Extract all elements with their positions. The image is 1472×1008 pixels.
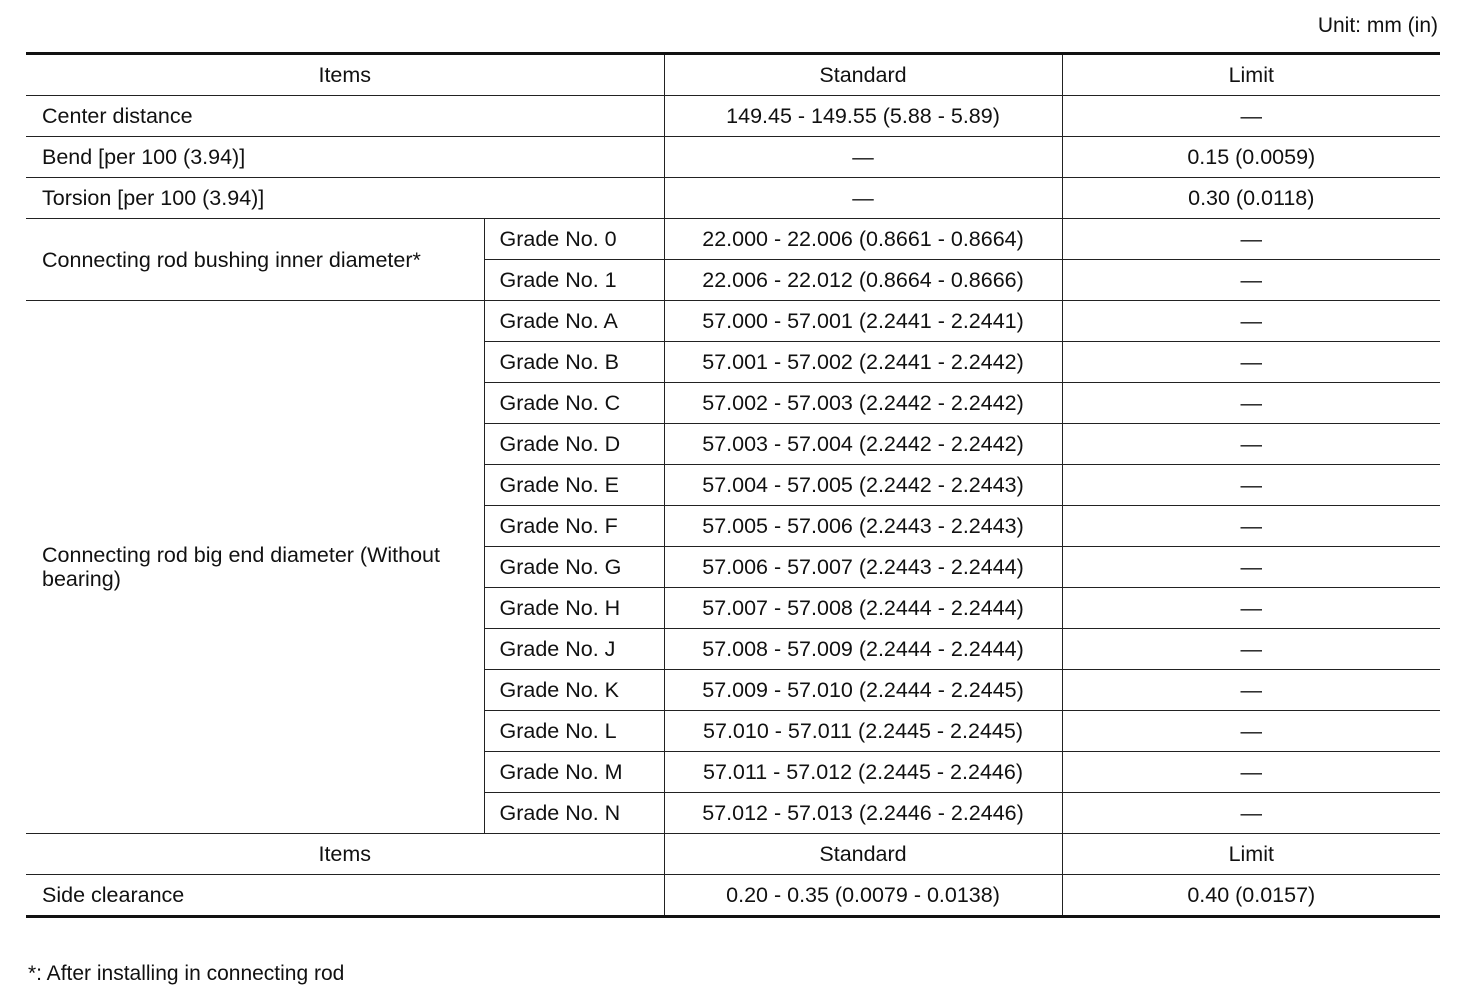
grade-standard: 22.006 - 22.012 (0.8664 - 0.8666) xyxy=(664,260,1062,301)
subheader-items: Items xyxy=(26,834,664,875)
grade-label: Grade No. K xyxy=(484,670,664,711)
grade-label: Grade No. D xyxy=(484,424,664,465)
center-distance-standard: 149.45 - 149.55 (5.88 - 5.89) xyxy=(664,96,1062,137)
grade-standard: 57.011 - 57.012 (2.2445 - 2.2446) xyxy=(664,752,1062,793)
grade-standard: 57.006 - 57.007 (2.2443 - 2.2444) xyxy=(664,547,1062,588)
grade-limit: — xyxy=(1062,670,1440,711)
header-limit: Limit xyxy=(1062,54,1440,96)
grade-limit: — xyxy=(1062,465,1440,506)
grade-limit: — xyxy=(1062,588,1440,629)
grade-limit: — xyxy=(1062,424,1440,465)
grade-standard: 57.004 - 57.005 (2.2442 - 2.2443) xyxy=(664,465,1062,506)
grade-label: Grade No. C xyxy=(484,383,664,424)
grade-label: Grade No. H xyxy=(484,588,664,629)
grade-limit: — xyxy=(1062,506,1440,547)
side-clearance-label: Side clearance xyxy=(26,875,664,917)
table-row xyxy=(26,219,1440,260)
grade-label: Grade No. M xyxy=(484,752,664,793)
grade-standard: 57.001 - 57.002 (2.2441 - 2.2442) xyxy=(664,342,1062,383)
grade-limit: — xyxy=(1062,752,1440,793)
grade-label: Grade No. N xyxy=(484,793,664,834)
subheader-limit: Limit xyxy=(1062,834,1440,875)
grade-limit: — xyxy=(1062,342,1440,383)
grade-label: Grade No. B xyxy=(484,342,664,383)
grade-standard: 57.007 - 57.008 (2.2444 - 2.2444) xyxy=(664,588,1062,629)
unit-label: Unit: mm (in) xyxy=(1317,14,1438,37)
header-items: Items xyxy=(26,54,664,96)
grade-standard: 57.010 - 57.011 (2.2445 - 2.2445) xyxy=(664,711,1062,752)
grade-limit: — xyxy=(1062,547,1440,588)
grade-label: Grade No. G xyxy=(484,547,664,588)
center-distance-limit: — xyxy=(1062,96,1440,137)
big-end-diameter-label: Connecting rod big end diameter (Without bearing) xyxy=(26,301,484,834)
grade-standard: 57.012 - 57.013 (2.2446 - 2.2446) xyxy=(664,793,1062,834)
table-row xyxy=(26,96,1440,137)
grade-label: Grade No. L xyxy=(484,711,664,752)
center-distance-label: Center distance xyxy=(26,96,664,137)
grade-standard: 57.005 - 57.006 (2.2443 - 2.2443) xyxy=(664,506,1062,547)
subheader-standard: Standard xyxy=(664,834,1062,875)
torsion-label: Torsion [per 100 (3.94)] xyxy=(26,178,664,219)
header-standard: Standard xyxy=(664,54,1062,96)
grade-label: Grade No. 0 xyxy=(484,219,664,260)
table-row xyxy=(26,178,1440,219)
grade-limit: — xyxy=(1062,711,1440,752)
grade-label: Grade No. J xyxy=(484,629,664,670)
table-row xyxy=(26,137,1440,178)
grade-standard: 57.003 - 57.004 (2.2442 - 2.2442) xyxy=(664,424,1062,465)
table-subheader-row xyxy=(26,834,1440,875)
table-header-row xyxy=(26,54,1440,96)
grade-label: Grade No. 1 xyxy=(484,260,664,301)
grade-standard: 22.000 - 22.006 (0.8661 - 0.8664) xyxy=(664,219,1062,260)
grade-limit: — xyxy=(1062,301,1440,342)
grade-limit: — xyxy=(1062,793,1440,834)
table-row xyxy=(26,875,1440,917)
connecting-rod-spec-table xyxy=(26,52,1440,918)
side-clearance-limit: 0.40 (0.0157) xyxy=(1062,875,1440,917)
grade-limit: — xyxy=(1062,219,1440,260)
bend-standard: — xyxy=(664,137,1062,178)
grade-limit: — xyxy=(1062,383,1440,424)
grade-standard: 57.000 - 57.001 (2.2441 - 2.2441) xyxy=(664,301,1062,342)
grade-standard: 57.009 - 57.010 (2.2444 - 2.2445) xyxy=(664,670,1062,711)
grade-label: Grade No. E xyxy=(484,465,664,506)
torsion-limit: 0.30 (0.0118) xyxy=(1062,178,1440,219)
footnote: *: After installing in connecting rod xyxy=(28,962,345,985)
torsion-standard: — xyxy=(664,178,1062,219)
grade-limit: — xyxy=(1062,629,1440,670)
grade-label: Grade No. F xyxy=(484,506,664,547)
grade-standard: 57.002 - 57.003 (2.2442 - 2.2442) xyxy=(664,383,1062,424)
bushing-inner-diameter-label: Connecting rod bushing inner diameter* xyxy=(26,219,484,301)
bend-label: Bend [per 100 (3.94)] xyxy=(26,137,664,178)
table-row xyxy=(26,301,1440,342)
grade-limit: — xyxy=(1062,260,1440,301)
grade-standard: 57.008 - 57.009 (2.2444 - 2.2444) xyxy=(664,629,1062,670)
bend-limit: 0.15 (0.0059) xyxy=(1062,137,1440,178)
grade-label: Grade No. A xyxy=(484,301,664,342)
side-clearance-standard: 0.20 - 0.35 (0.0079 - 0.0138) xyxy=(664,875,1062,917)
